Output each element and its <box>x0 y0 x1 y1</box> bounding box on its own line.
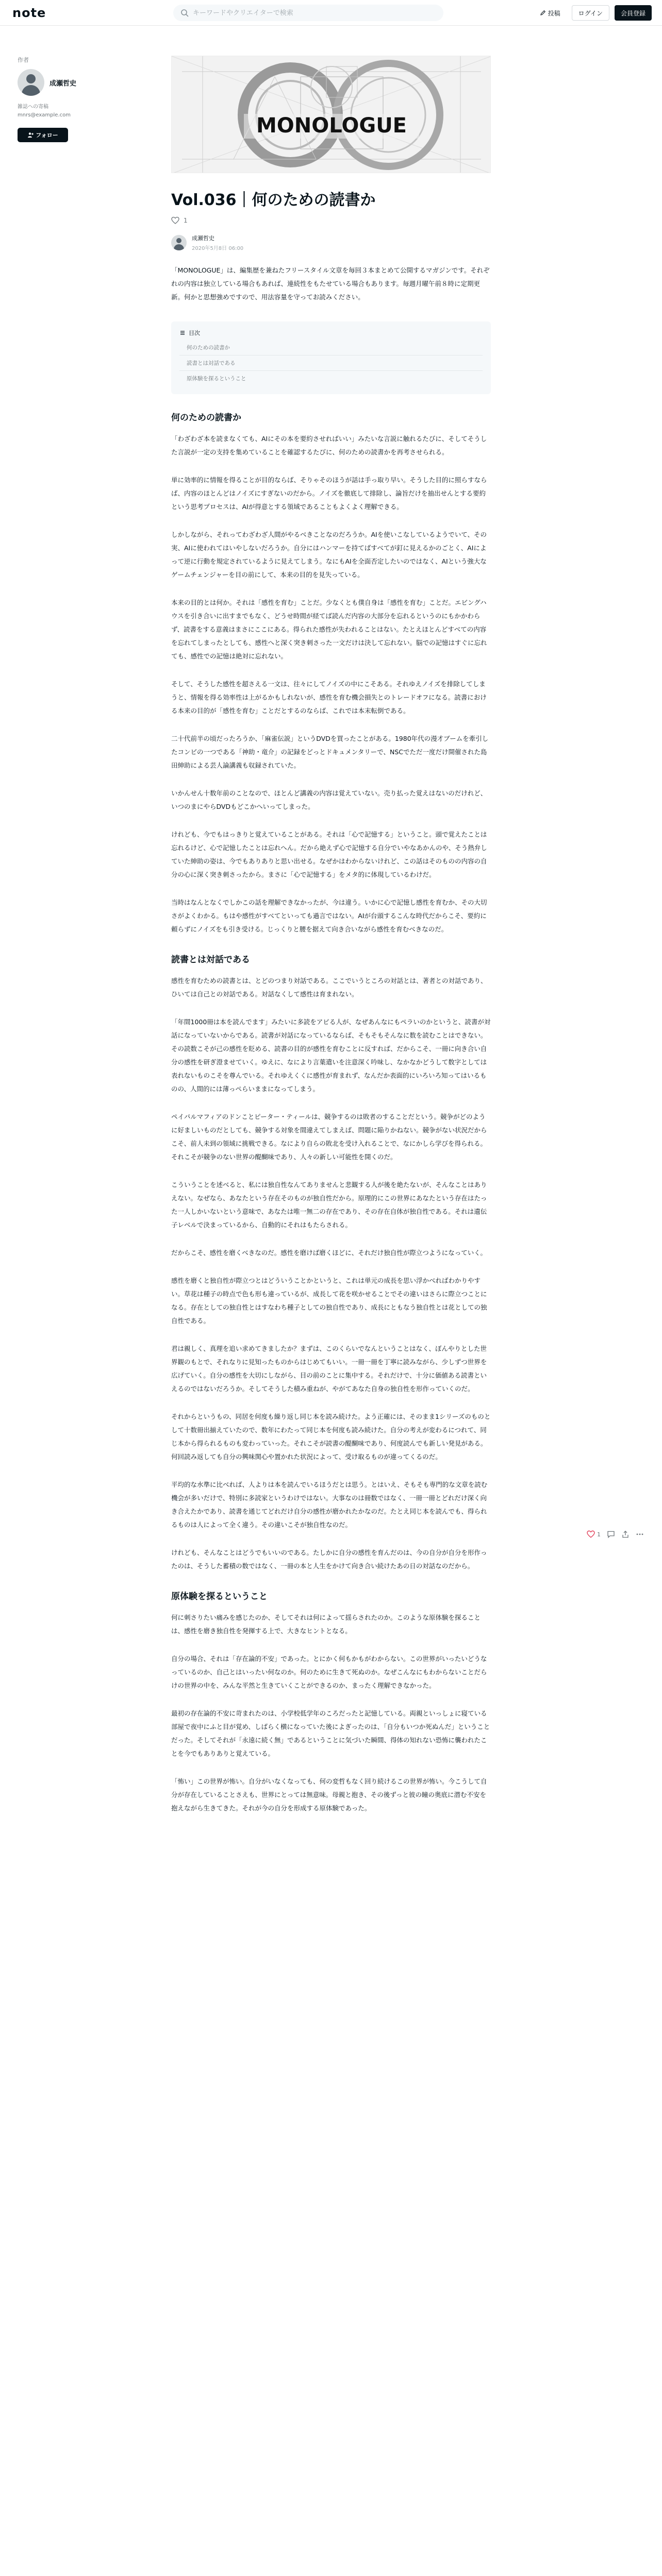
heart-icon[interactable] <box>587 1530 595 1538</box>
body-paragraph: 「年間1000冊は本を読んでます」みたいに多読をアピる人が、なぜあんなにもペラいのかというと、読書が対話になっていないからである。読書が対話になっているならば、そもそもそんなに数を読むことはできない。その読数こそが己の感性を貶める、読書の目的が感性を育むことに反すれば、だからこそ、一冊に向き合い自分の感性を研ぎ澄ませていく。ゆえに、なにより言葉遣いを注意深く吟味し、なかなかどうして数字としては表れないものこそを尊んでいる。それゆえくくに感性が育まれず、なんだか表面的にいろいろ知ってはいるものの、人間的には薄っぺらいままになってしまう。 <box>171 1018 491 1093</box>
float-like-count: 1 <box>597 1531 601 1538</box>
avatar[interactable] <box>18 69 44 96</box>
body-paragraph: それからというもの、同居を何度も繰り返し同じ本を読み続けた。よう正確には、そのまま1シリーズのものとして十数冊出揃えていたので、数年にわたって同じ本を何度も読み続けた。自分の考えが変わるにつれて、同じ本から得られるものも変わっていった。それこそが読書の醍醐味であり、何度読んでも新しい発見がある。何回読み返しても自分の興味関心や置かれた状況によって、受け取るものが違ってくるのだ。 <box>171 1413 491 1461</box>
toc-item-2[interactable]: 読書とは対話である <box>179 355 483 371</box>
avatar-body <box>22 85 40 96</box>
section-heading: 原体験を探るということ <box>171 1591 268 1602</box>
pencil-icon <box>540 10 546 16</box>
body-paragraph: 平均的な水準に比べれば、人よりは本を読んでいるほうだとは思う。とはいえ、そもそも専門的な文章を読む機会が多いだけで、特別に多読家というわけではない。大事なのは冊数ではなく、一冊一冊とどれだけ深く向き合えたかであり、読書を通じてどれだけ自分の感性が磨かれたかなのだ。たとえ同じ本を読んでも、得られるものは人によって全く違う。その違いこそが独自性なのだ。 <box>171 1481 488 1529</box>
avatar-head <box>26 74 36 83</box>
search-icon <box>180 9 189 17</box>
article-main <box>171 56 491 1815</box>
search-input[interactable] <box>193 5 435 21</box>
body-paragraph: 感性を磨くと独自性が際立つとはどういうことかというと、これは単元の成長を思い浮かべればわかりやすい。草花は種子の時点で色も形も違っているが、成長して花を咲かせることでその違いはさらに際立つことになる。存在としての独自性とはすなわち種子としての独自性であり、成長にともなう独自性とは花としての独自性である。 <box>171 1277 487 1325</box>
table-of-contents <box>171 321 491 394</box>
list-icon <box>179 330 186 336</box>
body-paragraph: けれども、そんなことはどうでもいいのである。たしかに自分の感性を育んだのは、今の自分が自分を形作ったのは、そうした蓄積の数ではなく、一冊の本と人生をかけて向き合い続けたあの日の対話なのだから。 <box>171 1549 487 1570</box>
section-heading: 何のための読書か <box>171 413 241 423</box>
body-paragraph: 自分の場合、それは「存在論的不安」であった。とにかく何もかもがわからない。この世界がいったいどうなっているのか、自己とはいったい何なのか。何のために生きて死ぬのか。なぜこんなにもわからないことだらけの世界の中を、みんな平然と生きていくことができるのか、まったく理解できなかった。 <box>171 1655 487 1689</box>
toc-item-3[interactable]: 原体験を探るということ <box>187 376 246 382</box>
body-paragraph: 単に効率的に情報を得ることが目的ならば、そりゃそのほうが話は手っ取り早い。そうした目的に照らすならば、内容のほとんどはノイズにすぎないのだから。ノイズを徹底して排除し、論旨だけを抽出せんとする要約という思考プロセスは、AIが得意とする領域であることもよくよく理解できる。 <box>171 476 487 511</box>
search-box[interactable] <box>173 5 443 21</box>
note-logo[interactable]: note <box>12 6 46 20</box>
sidebar-label: 作者 <box>18 57 29 63</box>
intro-paragraph: 「MONOLOGUE」は、編集歴を兼ねたフリースタイル文章を毎回３本まとめて公開するマガジンです。それぞれの内容は独立している場合もあれば、連続性をもたせている場合もあります。毎週月曜午前８時に定期更新。何かと思想強めですので、用法容量を守ってお読みください。 <box>171 266 490 301</box>
like-count[interactable]: 1 <box>184 217 188 224</box>
body-paragraph: 当時はなんとなくでしかこの話を理解できなかったが、今は違う。いかに心で記憶し感性を育むか、その大切さがよくわかる。もはや感性がすべてといっても過言ではない。AIが台頭するこんな時代だからこそ、要約に頼らずにノイズをも引き受ける。じっくりと腰を据えて向き合いながら感性を育むべきなのだ。 <box>171 899 487 933</box>
author-desc-line-2: mnrs@example.com <box>18 112 71 118</box>
body-paragraph: 「わざわざ本を読まなくても、AIにその本を要約させればいい」みたいな言説に触れるたびに、そしてそうした言説が一定の支持を集めていることを確認するたびに、何のための読書かを再考させられる。 <box>171 435 487 456</box>
person-plus-icon <box>27 132 34 138</box>
toc-header[interactable] <box>179 329 483 337</box>
hero-graphic <box>172 56 491 173</box>
float-like[interactable] <box>587 1530 601 1538</box>
body-paragraph: こういうことを述べると、私には独自性なんてありませんと悲観する人が後を絶たないが、そんなことはありえない。なぜなら、あなたという存在そのものが独自性だから。原理的にこの世界にあなたという存在はたった一人しかいないという意味で、あなたは唯一無二の存在であり、その存在自体が独自性である。それは遺伝子レベルで決まっているから、自動的にそれはもたらされる。 <box>171 1181 487 1229</box>
floating-actions <box>587 1530 644 1538</box>
toc-head-label: 目次 <box>189 330 200 336</box>
body-paragraph: しかしながら、それってわざわざ人間がやるべきことなのだろうか。AIを使いこなしているようでいて、その実、AIに使われてはいやしないだろうか。自分にはハンマーを持てばすべてが釘に見えるかのごとく、AIによって逆に行動を規定されているように見えてしまう。なにもAIを全面否定したいのではなく、AIという強大なゲームチェンジャーを目の前にして、本来の目的を見失っている。 <box>171 531 487 579</box>
body-paragraph: いかんせん十数年前のことなので、ほとんど講義の内容は覚えていない。売り払った覚えはないのだけれど、いつのまにやらDVDもどこかへいってしまった。 <box>171 789 487 810</box>
follow-button[interactable] <box>18 128 68 142</box>
byline-author[interactable]: 成瀬哲史 <box>192 235 214 242</box>
body-paragraph: 「怖い」この世界が怖い。自分がいなくなっても、何の変哲もなく回り続けるこの世界が怖い。今こうして自分が存在していることさえも、世界にとっては無意味。母親と抱き、その後ずっと彼の瞳の奥底に潜む不安を抱えながら生きてきた。それが今の自分を形成する原体験であった。 <box>171 1777 487 1812</box>
body-paragraph: そして、そうした感性を超さえる一文は、往々にしてノイズの中にこそある。それゆえノイズを排除してしまうと、情報を得る効率性は上がるかもしれないが、感性を育む機会損失とのトレードオフになる。読書における本来の目的が「感性を育む」ことだとするのならば、これでは本末転倒である。 <box>171 680 487 715</box>
heart-icon[interactable] <box>171 216 179 225</box>
body-paragraph: 感性を育むための読書とは、とどのつまり対話である。ここでいうところの対話とは、著者との対話であり、ひいては自己との対話である。対話なくして感性は育まれない。 <box>171 977 487 998</box>
author-desc-line-1: 雑誌への寄稿 <box>18 104 48 110</box>
more-icon[interactable] <box>636 1530 644 1538</box>
byline-avatar-body <box>174 244 184 250</box>
toc-item-1[interactable]: 何のための読書か <box>179 340 483 355</box>
section-heading: 読書とは対話である <box>171 955 250 965</box>
global-header <box>0 0 662 26</box>
body-paragraph: ペイパルマフィアのドンことピーター・ティールは、競争するのは敗者のすることだという。競争がどのように好ましいものだとしても、競争する対象を間違えてしまえば、問題に陥りかねない。競争がない状況だからこそ、前人未到の領域に挑戦できる。なにより自らの敗北を受け入れることで、なにかしら学びを得られる。それこそが競争のない世界の醍醐味であり、人々の新しい可能性を開くのだ。 <box>171 1113 487 1161</box>
follow-label: フォロー <box>36 132 58 139</box>
body-paragraph: 最初の存在論的不安に苛まれたのは、小学校低学年のころだったと記憶している。両親といっしょに寝ている部屋で夜中にふと目が覚め、しばらく横になっていた後によぎったのは、「自分もいつか死ぬんだ」ということだった。そしてそれが「永遠に続く無」であるということに気づいた瞬間、得体の知れない恐怖に襲われたことを今でもありありと覚えている。 <box>171 1709 490 1757</box>
byline-text <box>192 234 243 251</box>
share-icon[interactable] <box>621 1530 630 1538</box>
comment-icon[interactable] <box>607 1530 615 1538</box>
login-button[interactable]: ログイン <box>572 5 609 21</box>
body-paragraph: だからこそ、感性を磨くべきなのだ。感性を磨けば磨くほどに、それだけ独自性が際立つようになっていく。 <box>171 1249 487 1257</box>
post-button[interactable] <box>534 5 567 21</box>
body-paragraph: 本来の目的とは何か。それは「感性を育む」ことだ。少なくとも僕自身は「感性を育む」ことだ。エビングハウスを引き合いに出すまでもなく、どうせ時間が経てば読んだ内容の大部分を忘れるというのにもかかわらず、読書をする意義はまさにここにある。得られた感性が失われることはない。たとえほとんどすべての内容を忘れてしまったとしても、感性へと深く突き刺さった一文だけは決して忘れない。脳での記憶はすぐに忘れても、感性での記憶は絶対に忘れない。 <box>171 599 487 660</box>
body-paragraph: 何に刺さりたい痛みを感じたのか、そしてそれは何によって揺らされたのか。このような原体験を探ることは、感性を磨き独自性を発揮する上で、大きなヒントとなる。 <box>171 1614 481 1635</box>
article-title: Vol.036｜何のための読書か <box>171 191 376 209</box>
author-row[interactable] <box>18 69 121 96</box>
body-paragraph: けれども、今でもはっきりと覚えていることがある。それは「心で記憶する」ということ。頭で覚えたことは忘れるけど、心で記憶したことは忘れへん。だから絶えず心で記憶する自分でいやなあかんのや、そう熱弁していた紳助の姿は、今でもありありと思い出せる。なぜかはわからないけれど、この話はそのものの内容の自分の心に深く突き刺さったから。まさに「心で記憶する」をメタ的に体現しているわけだ。 <box>171 831 487 878</box>
header-actions <box>534 5 652 21</box>
post-label: 投稿 <box>548 9 560 17</box>
author-sidebar <box>18 56 121 142</box>
hero-image <box>171 56 491 173</box>
author-name[interactable]: 成瀬哲史 <box>49 79 77 88</box>
body-paragraph: 君は親しく、真理を追い求めてきましたか？まずは、このくらいでなんということはなく、ぼんやりとした世界観のもとで、それなりに見知ったものからはじめてもいい。一冊一冊を丁寧に読みながら、少しずつ世界を広げていく。自分の感性を大切にしながら、目の前のことに集中する。それだけで、十分に価値ある読書といえるのではないだろうか。そしてそうした積み重ねが、やがてあなた自身の独自性を形作っていくのだ。 <box>171 1345 487 1393</box>
author-description <box>18 103 121 120</box>
like-row <box>171 216 491 225</box>
byline-date: 2020年5月8日 06:00 <box>192 246 244 251</box>
byline-avatar[interactable] <box>171 235 187 250</box>
signup-button[interactable]: 会員登録 <box>615 5 652 21</box>
byline-avatar-head <box>176 238 181 243</box>
body-paragraph: 二十代前半の頃だったろうか、「麻雀伝説」というDVDを買ったことがある。1980年代の漫才ブームを牽引したコンビの一つである「神助・竜介」の記録をどっとドキュメンタリーで、NSCでただ一度だけ開催された島田紳助による芸人論講義も収録されていた。 <box>171 735 489 769</box>
hero-title: MONOLOGUE <box>256 114 407 138</box>
byline <box>171 234 491 251</box>
